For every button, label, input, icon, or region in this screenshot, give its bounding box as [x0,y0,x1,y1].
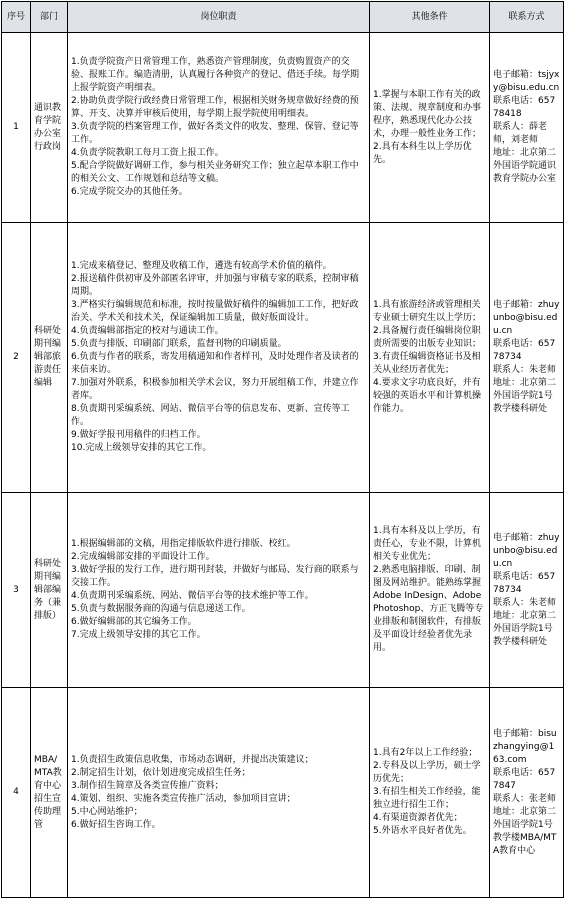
contact-email: 电子邮箱：zhuyunbo@bisu.edu.cn [493,300,560,336]
duty-item: 9.做好学报刊用稿件的归档工作。 [71,430,206,440]
department: 通识教育学院办公室行政岗 [31,33,68,223]
contact-cell [490,33,564,223]
department: MBA/MTA教育中心招生宣传助理管 [31,688,68,898]
duty-item: 1.负责招生政策信息收集，市场动态调研，并提出决策建议； [71,754,314,765]
table-row [2,223,564,493]
header-no: 序号 [2,2,31,33]
duty-item: 1.完成来稿登记、整理及收稿工作，遴选有较高学术价值的稿件。 [71,261,332,271]
contact-cell [490,493,564,688]
duty-item: 3.做好学报的发行工作，进行期刊封装，并做好与邮局、发行商的联系与交接工作。 [71,565,359,588]
header-dept: 部门 [31,2,68,33]
condition-item: 1.具有本科及以上学历，有责任心，专业不限，计算机相关专业优先； [373,526,482,562]
table-row [2,33,564,223]
condition-item: 3.有招生相关工作经验，能独立进行招生工作； [373,787,481,810]
duty-item: 2.完成编辑部安排的平面设计工作。 [71,552,215,562]
department: 科研处期刊编辑部编务（兼排版） [31,493,68,688]
contact-email: 电子邮箱：zhuyunbo@bisu.edu.cn [493,532,560,569]
duty-item: 5.负责与排版、印刷部门联系，监督刊物的印刷质量。 [71,339,287,349]
condition-cell [370,33,490,223]
contact-email: 电子邮箱：tsjyxy@bisu.edu.cn [493,70,560,93]
condition-cell [370,493,490,688]
duty-cell [68,493,370,688]
contact-person: 联系人：张老师 [493,793,557,804]
duty-item: 6.做好编辑部的其它编务工作。 [71,617,197,627]
condition-item: 4.有渠道资源者优先； [373,813,463,823]
duty-item: 2.制定招生计划，依计划进度完成招生任务； [71,767,251,778]
duty-item: 5.配合学院做好调研工作，参与相关业务研究工作；独立起草本职工作中的相关公文、工作规划和总结等文稿。 [71,161,359,184]
table-row [2,493,564,688]
condition-item: 2.具备履行责任编辑岗位职责所需要的出版专业知识； [373,326,482,349]
duty-cell [68,223,370,493]
contact-cell [490,223,564,493]
contact-person: 联系人：薛老师，刘老师 [493,122,548,145]
condition-cell [370,688,490,898]
contact-phone: 联系电话：65778734 [493,339,556,362]
duty-item: 10.完成上级领导安排的其它工作。 [71,443,212,453]
department: 科研处期刊编辑部旅游责任编辑 [31,223,68,493]
duty-item: 7.完成上级领导安排的其它工作。 [71,630,206,640]
duty-item: 1.负责学院资产日常管理工作，熟悉资产管理制度，负责购置资产的交验、报账工作。编造清册，认真履行各种资产的登记、借还手续。每学期上报学院资产明细表。 [71,57,360,93]
contact-phone: 联系电话：65778734 [493,571,556,595]
contact-address: 地址：北京第二外国语学院1号教学楼MBA/MTA教育中心 [493,806,557,856]
row-number: 1 [2,33,31,223]
duty-item: 1.根据编辑部的文稿，用指定排版软件进行排版、校红。 [71,539,296,549]
contact-address: 地址：北京第二外国语学院通识教育学院办公室 [493,148,557,184]
row-number: 2 [2,223,31,493]
duty-item: 4.负责编辑部指定的校对与通读工作。 [71,326,224,336]
condition-item: 2.专科及以上学历，硕士学历优先； [373,761,481,784]
row-number: 3 [2,493,31,688]
contact-address: 地址：北京第二外国语学院1号教学楼科研处 [493,378,557,414]
contact-phone: 联系电话：65778418 [493,96,556,119]
duty-item: 2.报送稿件供初审及外部匿名评审，并加强与审稿专家的联系，控制审稿周期。 [71,274,359,297]
jobs-table [1,1,564,898]
duty-item: 5.负责与数据服务商的沟通与信息递送工作。 [71,604,251,614]
duty-item: 4.策划、组织、实施各类宣传推广活动，参加项目宣讲； [71,793,296,804]
duty-item: 3.负责学院的档案管理工作，做好各类文件的收发、整理、保管、登记等工作。 [71,122,359,145]
row-number: 4 [2,688,31,898]
condition-item: 5.外语水平良好者优先。 [373,826,472,836]
header-duty: 岗位职责 [68,2,370,33]
duty-item: 3.严格实行编辑规范和标准，按时按量做好稿件的编辑加工工作，把好政治关、学术关和技术关，保证编辑加工质量，做好版面设计。 [71,300,359,323]
duty-item: 3.制作招生简章及各类宣传推广资料； [71,780,224,791]
duty-item: 2.协助负责学院行政经费日常管理工作，根据相关财务规章做好经费的预算、开支、决算并审核后使用，每学期上报学院使用明细表。 [71,96,359,119]
duty-item: 4.负责学院教职工每月工资上报工作。 [71,148,224,158]
contact-person: 联系人：朱老师 [493,365,557,375]
condition-item: 1.具有2年以上工作经验； [373,748,478,758]
condition-item: 2.具有本科生以上学历优先。 [373,141,472,165]
header-cond: 其他条件 [370,2,490,33]
contact-cell [490,688,564,898]
contact-phone: 联系电话：6577847 [493,767,556,791]
condition-item: 1.掌握与本职工作有关的政策、法规、规章制度和办事程序，熟悉现代化办公技术，办理一般性业务工作； [373,89,482,139]
duty-item: 6.完成学院交办的其他任务。 [71,187,188,197]
duty-cell [68,688,370,898]
table-row [2,688,564,898]
duty-cell [68,33,370,223]
duty-item: 8.负责期刊采编系统、网站、微信平台等的信息发布、更新、宣传等工作。 [71,404,350,427]
contact-person: 联系人：朱老师 [493,597,557,608]
contact-email: 电子邮箱：bisuzhangying@163.com [493,728,557,765]
condition-item: 3.有责任编辑资格证书及相关从业经历者优先； [373,352,481,375]
duty-item: 6.负责与作者的联系，寄发用稿通知和作者样刊，及时处理作者及读者的来信来访。 [71,352,359,375]
contact-address: 地址：北京第二外国语学院1号教学楼科研处 [493,610,557,647]
condition-item: 1.具有旅游经济或管理相关专业硕士研究生以上学历； [373,300,482,323]
header-contact: 联系方式 [490,2,564,33]
condition-cell [370,223,490,493]
duty-item: 5.中心网站维护； [71,806,143,817]
duty-item: 7.加强对外联系，积极参加相关学术会议，努力开展组稿工作，并建立作者库。 [71,378,359,401]
table-header-row [2,2,564,33]
duty-item: 6.做好招生咨询工作。 [71,819,161,830]
duty-item: 4.负责期刊采编系统、网站、微信平台等的技术维护等工作。 [71,591,314,601]
condition-item: 2.熟悉电脑排版、印刷、制图及网站维护。能熟练掌握Adobe InDesign、Adobe Photoshop、方正飞腾等专业排版和制图软件，有排版及平面设计经验者优先录用。 [373,565,485,653]
condition-item: 4.要求文字功底良好，并有较强的英语水平和计算机操作能力。 [373,378,482,414]
